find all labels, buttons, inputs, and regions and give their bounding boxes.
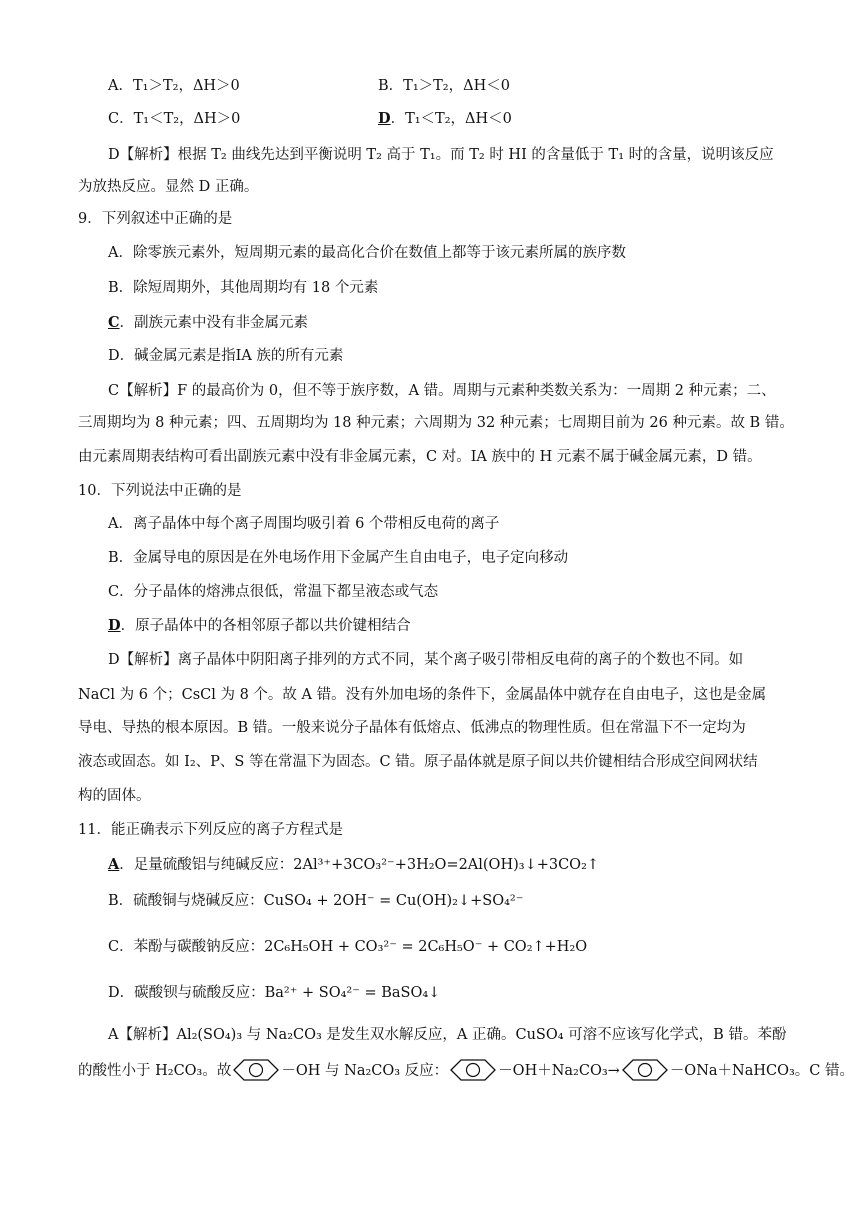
q11-option-c: C．苯酚与碳酸钠反应：2C₆H₅OH + CO₃²⁻ = 2C₆H₅O⁻ + CO₂↑+H₂O <box>108 939 588 955</box>
q8-option-d: D．T₁＜T₂，ΔH＜0 <box>378 110 512 127</box>
q8-option-c: C．T₁＜T₂，ΔH＞0 <box>108 111 241 127</box>
q11-stem: 11．能正确表示下列反应的离子方程式是 <box>78 822 343 838</box>
q11-explanation-line1: A【解析】Al₂(SO₄)₃ 与 Na₂CO₃ 是发生双水解反应，A 正确。CuSO₄ 可溶不应该写化学式，B 错。苯酚 <box>108 1027 787 1043</box>
benzene-ring-icon <box>233 1058 279 1082</box>
q10-answer-letter: D <box>108 617 121 634</box>
q8-explanation-line1: D【解析】根据 T₂ 曲线先达到平衡说明 T₂ 高于 T₁。而 T₂ 时 HI 的含量低于 T₁ 时的含量，说明该反应 <box>108 147 774 163</box>
q8-explanation-line2: 为放热反应。显然 D 正确。 <box>78 179 259 195</box>
q10-option-c: C．分子晶体的熔沸点很低，常温下都呈液态或气态 <box>108 584 439 600</box>
q9-explanation-line1: C【解析】F 的最高价为 0，但不等于族序数，A 错。周期与元素种类数关系为：一周期 2 种元素；二、 <box>108 383 776 399</box>
q8-options-row2 <box>108 109 800 129</box>
q10-explanation-line2: NaCl 为 6 个；CsCl 为 8 个。故 A 错。没有外加电场的条件下，金属晶体中就存在自由电子，这也是金属 <box>78 687 767 703</box>
q10-option-d: D．原子晶体中的各相邻原子都以共价键相结合 <box>108 617 411 634</box>
benzene-ring-icon <box>622 1058 668 1082</box>
q9-option-d: D．碱金属元素是指ⅠA 族的所有元素 <box>108 348 344 364</box>
q11-option-a: A．足量硫酸铝与纯碱反应：2Al³⁺+3CO₃²⁻+3H₂O=2Al(OH)₃↓+3CO₂↑ <box>108 856 600 873</box>
q10-option-b: B．金属导电的原因是在外电场作用下金属产生自由电子，电子定向移动 <box>108 550 569 566</box>
q10-stem: 10．下列说法中正确的是 <box>78 483 242 499</box>
q8-option-b: B．T₁＞T₂，ΔH＜0 <box>378 78 510 94</box>
q9-option-a: A．除零族元素外，短周期元素的最高化合价在数值上都等于该元素所属的族序数 <box>108 245 626 261</box>
q9-explanation-line2: 三周期均为 8 种元素；四、五周期均为 18 种元素；六周期为 32 种元素；七周期目前为 26 种元素。故 B 错。 <box>78 415 794 431</box>
q9-stem: 9．下列叙述中正确的是 <box>78 211 233 227</box>
q10-explanation-line4: 液态或固态。如 I₂、P、S 等在常温下为固态。C 错。原子晶体就是原子间以共价键相结合形成空间网状结 <box>78 754 758 770</box>
q8-options-row1 <box>108 76 800 96</box>
q11-option-d: D．碳酸钡与硫酸反应：Ba²⁺ + SO₄²⁻ = BaSO₄↓ <box>108 985 441 1001</box>
q11-answer-letter: A <box>108 856 120 873</box>
q9-option-c: C．副族元素中没有非金属元素 <box>108 314 309 331</box>
q9-explanation-line3: 由元素周期表结构可看出副族元素中没有非金属元素，C 对。ⅠA 族中的 H 元素不属于碱金属元素，D 错。 <box>78 449 762 465</box>
q10-explanation-line1: D【解析】离子晶体中阴阳离子排列的方式不同，某个离子吸引带相反电荷的离子的个数也不同。如 <box>108 652 744 668</box>
q11-explanation-line2: 的酸性小于 H₂CO₃。故 －OH 与 Na₂CO₃ 反应： －OH＋Na₂CO₃→ －ONa＋NaHCO₃。C 错。 <box>78 1058 800 1084</box>
q9-answer-letter: C <box>108 314 120 331</box>
q10-explanation-line3: 导电、导热的根本原因。B 错。一般来说分子晶体有低熔点、低沸点的物理性质。但在常温下不一定均为 <box>78 720 746 736</box>
q8-option-a: A．T₁＞T₂，ΔH＞0 <box>108 78 240 94</box>
q11-option-b: B．硫酸铜与烧碱反应：CuSO₄ + 2OH⁻ = Cu(OH)₂↓+SO₄²⁻ <box>108 893 524 909</box>
q10-explanation-line5: 构的固体。 <box>78 788 151 804</box>
q8-answer-letter: D <box>378 110 391 127</box>
q9-option-b: B．除短周期外，其他周期均有 18 个元素 <box>108 280 379 296</box>
q10-option-a: A．离子晶体中每个离子周围均吸引着 6 个带相反电荷的离子 <box>108 516 500 532</box>
benzene-ring-icon <box>450 1058 496 1082</box>
